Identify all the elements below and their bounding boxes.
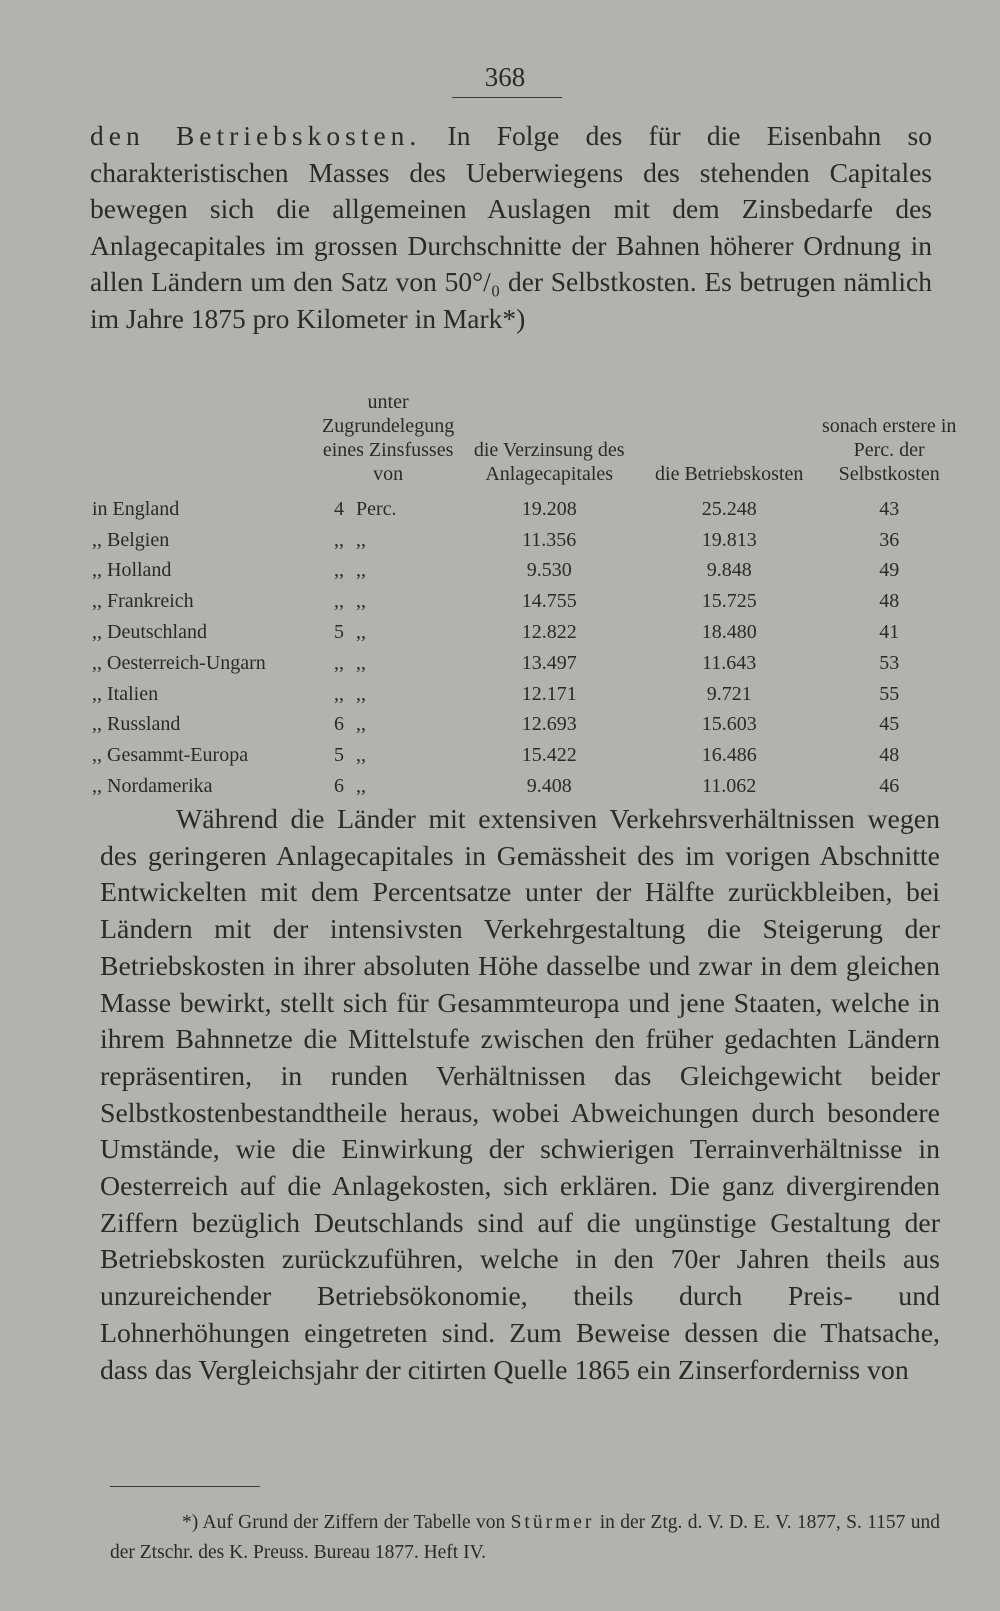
capital-interest-cell: 19.208: [521, 497, 577, 520]
interest-rate-value: ,,: [334, 651, 344, 674]
interest-rate-unit: ,,: [356, 590, 366, 613]
capital-interest-cell: 15.422: [521, 744, 577, 767]
interest-rate-unit: ,,: [356, 713, 366, 736]
header-operating-costs: die Betriebskosten: [655, 463, 804, 485]
footnote-author: Stürmer: [510, 1512, 595, 1533]
interest-rate-value: 6: [334, 713, 344, 736]
header-share-percent: sonach erstere in Perc. der Selbstkosten: [821, 415, 957, 485]
share-percent-cell: 45: [879, 713, 900, 736]
table-header-row: [92, 390, 964, 494]
share-percent-cell: 48: [879, 744, 900, 767]
capital-interest-cell: 12.693: [521, 713, 577, 736]
capital-interest-cell: 11.356: [522, 528, 577, 551]
interest-rate-cell: [322, 525, 454, 556]
interest-rate-unit: ,,: [356, 775, 366, 798]
table-row: [92, 494, 964, 525]
country-cell: ,, Oesterreich-Ungarn: [92, 651, 266, 674]
interest-rate-cell: [322, 710, 454, 741]
share-percent-cell: 55: [879, 682, 900, 705]
interest-rate-cell: [322, 679, 454, 710]
interest-rate-value: 5: [334, 621, 344, 644]
page-number-rule: [452, 97, 562, 98]
share-percent-cell: 36: [879, 528, 900, 551]
operating-costs-cell: 11.643: [702, 651, 757, 674]
share-percent-cell: 41: [879, 621, 900, 644]
capital-interest-cell: 12.171: [521, 682, 577, 705]
header-interest-rate: unter Zugrundelegung eines Zinsfusses von: [322, 391, 455, 485]
interest-rate-value: 6: [334, 775, 344, 798]
interest-rate-unit: Perc.: [356, 497, 397, 520]
share-percent-cell: 43: [879, 497, 900, 520]
footnote-text-start: *) Auf Grund der Ziffern der Tabelle von: [182, 1512, 511, 1533]
page-number: 368: [484, 62, 526, 92]
interest-rate-unit: ,,: [356, 528, 366, 551]
capital-interest-cell: 12.822: [521, 621, 577, 644]
table-row: [92, 740, 964, 771]
body-paragraph: [100, 802, 940, 1389]
interest-rate-cell: [322, 586, 454, 617]
table-row: [92, 525, 964, 556]
table-row: [92, 556, 964, 587]
body-paragraph-text: Während die Länder mit extensiven Verkehrsverhältnissen wegen des geringeren Anlagecapitales in Gemässheit des im vorigen Abschnitte Entwickelten mit dem Percentsatze unter der Hälfte zurückbleiben, bei Ländern mit der intensivsten Verkehrgestaltung die Steigerung der Betriebskosten in ihrer absoluten Höhe dasselbe und zwar in dem gleichen Masse bewirkt, stellt sich für Gesammteuropa und jene Staaten, welche in ihrem Bahnnetze die Mittelstufe zwischen den früher gedachten Ländern repräsentiren, in runden Verhältnissen das Gleichgewicht beider Selbstkostenbestandtheile heraus, wobei Abweichungen durch besondere Umstände, wie die Einwirkung der schwierigen Terrainverhältnisse in Oesterreich auf die Anlagekosten, sich erklären. Die ganz divergirenden Ziffern bezüglich Deutschlands sind auf die ungünstige Gestaltung der Betriebskosten zurückzuführen, welche in den 70er Jahren theils aus unzureichender Betriebsökonomie, theils durch Preis- und Lohnerhöhungen eingetreten sind. Zum Beweise dessen die Thatsache, dass das Vergleichsjahr der citirten Quelle 1865 ein Zinserforderniss von: [100, 804, 940, 1386]
share-percent-cell: 48: [879, 590, 900, 613]
operating-costs-cell: 18.480: [701, 621, 757, 644]
interest-rate-cell: [322, 494, 454, 525]
capital-interest-cell: 9.530: [526, 559, 572, 582]
interest-rate-value: ,,: [334, 590, 344, 613]
interest-rate-unit: ,,: [356, 744, 366, 767]
country-cell: ,, Holland: [92, 559, 172, 582]
interest-rate-cell: [322, 648, 454, 679]
country-cell: ,, Belgien: [92, 528, 170, 551]
footnote-text-end: in der Ztg. d. V. D. E. V. 1877, S. 1157 und der Ztschr. des K. Preuss. Bureau 1877. Heft IV.: [110, 1512, 940, 1563]
operating-costs-cell: 15.725: [701, 590, 757, 613]
country-cell: ,, Italien: [92, 682, 159, 705]
interest-rate-cell: [322, 771, 454, 802]
interest-rate-cell: [322, 740, 454, 771]
interest-rate-unit: ,,: [356, 682, 366, 705]
share-percent-cell: 46: [879, 775, 900, 798]
table-row: [92, 586, 964, 617]
interest-rate-value: 5: [334, 744, 344, 767]
operating-costs-cell: 25.248: [701, 497, 757, 520]
share-percent-cell: 49: [879, 559, 900, 582]
cost-table: [92, 390, 964, 802]
operating-costs-cell: 16.486: [701, 744, 757, 767]
country-cell: ,, Deutschland: [92, 621, 207, 644]
capital-interest-cell: 14.755: [521, 590, 577, 613]
header-country: [92, 390, 322, 494]
footnote-rule: [110, 1486, 260, 1487]
emphasized-term: den Betriebskosten.: [90, 120, 422, 151]
intro-paragraph: [90, 118, 932, 337]
footnote: [110, 1508, 940, 1568]
country-cell: ,, Nordamerika: [92, 775, 213, 798]
intro-paragraph-text: In Folge des für die Eisenbahn so charakteristischen Masses des Ueberwiegens des stehenden Capitales bewegen sich die allgemeinen Auslagen mit dem Zinsbedarfe des Anlagecapitales im grossen Durchschnitte der Bahnen höherer Ordnung in allen Ländern um den Satz von 50°/₀ der Selbstkosten. Es betrugen nämlich im Jahre 1875 pro Kilometer in Mark*): [90, 120, 933, 334]
operating-costs-cell: 9.721: [706, 682, 752, 705]
interest-rate-cell: [322, 556, 454, 587]
operating-costs-cell: 9.848: [706, 559, 752, 582]
country-cell: in England: [92, 497, 180, 520]
operating-costs-cell: 19.813: [701, 528, 757, 551]
table-row: [92, 771, 964, 802]
interest-rate-value: 4: [334, 497, 344, 520]
interest-rate-unit: ,,: [356, 621, 366, 644]
interest-rate-unit: ,,: [356, 651, 366, 674]
header-capital-interest: die Verzinsung des Anlagecapitales: [473, 439, 625, 485]
interest-rate-value: ,,: [334, 528, 344, 551]
capital-interest-cell: 9.408: [526, 775, 572, 798]
country-cell: ,, Gesammt-Europa: [92, 744, 249, 767]
interest-rate-value: ,,: [334, 559, 344, 582]
country-cell: ,, Frankreich: [92, 590, 194, 613]
country-cell: ,, Russland: [92, 713, 181, 736]
table-row: [92, 617, 964, 648]
interest-rate-unit: ,,: [356, 559, 366, 582]
table-body: [92, 494, 964, 802]
table-row: [92, 710, 964, 741]
capital-interest-cell: 13.497: [521, 651, 577, 674]
table-row: [92, 679, 964, 710]
table-row: [92, 648, 964, 679]
interest-rate-value: ,,: [334, 682, 344, 705]
operating-costs-cell: 11.062: [702, 775, 757, 798]
interest-rate-cell: [322, 617, 454, 648]
operating-costs-cell: 15.603: [701, 713, 757, 736]
share-percent-cell: 53: [879, 651, 900, 674]
